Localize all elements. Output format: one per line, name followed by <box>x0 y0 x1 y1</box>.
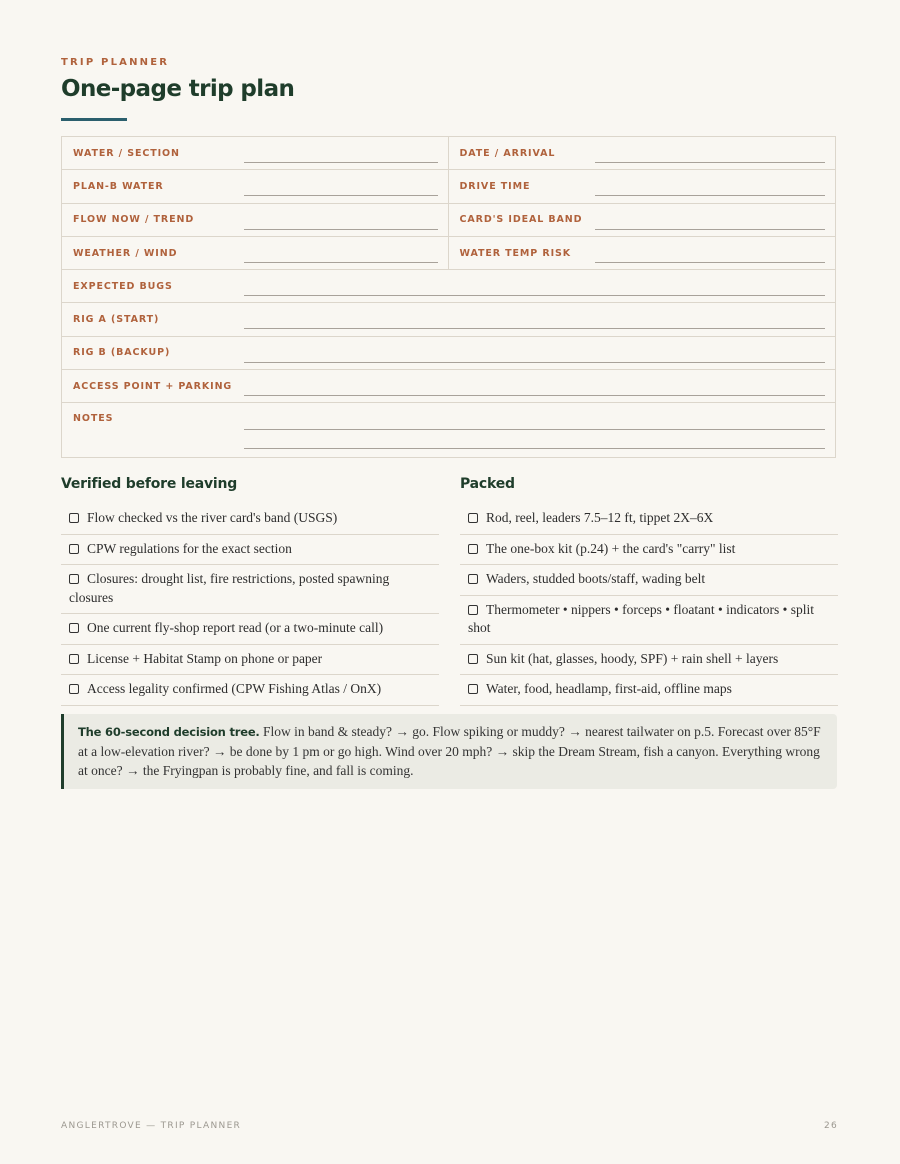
checklist-item-label: Closures: drought list, fire restrictions, posted spawning closures <box>69 571 390 605</box>
form-field-ideal-band[interactable] <box>449 204 836 236</box>
packed-checklist <box>460 504 838 706</box>
form-field-water-temp-risk[interactable] <box>449 237 836 269</box>
field-label: ACCESS POINT + PARKING <box>73 380 233 392</box>
footer-publication: ANGLERTROVE — TRIP PLANNER <box>61 1121 242 1131</box>
checklist-item <box>460 596 838 645</box>
verified-checklist <box>61 504 439 706</box>
form-field-plan-b-water[interactable] <box>62 170 449 202</box>
form-row <box>62 204 835 237</box>
fill-in-line[interactable] <box>244 229 438 230</box>
checkbox[interactable] <box>69 684 79 694</box>
form-row <box>62 337 835 370</box>
checkbox[interactable] <box>468 605 478 615</box>
form-row <box>62 170 835 203</box>
fill-in-line[interactable] <box>244 448 825 449</box>
form-field-weather-wind[interactable] <box>62 237 449 269</box>
fill-in-line[interactable] <box>244 162 438 163</box>
fill-in-line[interactable] <box>595 262 826 263</box>
fill-in-line[interactable] <box>244 362 825 363</box>
checkbox[interactable] <box>468 544 478 554</box>
checklist-item-label: Thermometer • nippers • forceps • floatant • indicators • split shot <box>468 601 815 635</box>
form-row-notes <box>62 403 835 457</box>
form-field-access-parking[interactable] <box>62 370 835 402</box>
field-label: RIG B (BACKUP) <box>73 347 171 359</box>
field-label: WATER TEMP RISK <box>459 247 572 259</box>
decision-tree-callout <box>61 714 837 789</box>
form-row <box>62 137 835 170</box>
checkbox[interactable] <box>69 654 79 664</box>
checkbox[interactable] <box>69 513 79 523</box>
checklist-item <box>460 675 838 706</box>
fill-in-line[interactable] <box>595 195 826 196</box>
form-field-water-section[interactable] <box>62 137 449 169</box>
checklist-item-label: Waders, studded boots/staff, wading belt <box>486 571 706 586</box>
fill-in-line[interactable] <box>595 229 826 230</box>
fill-in-line[interactable] <box>244 195 438 196</box>
field-label: FLOW NOW / TREND <box>73 214 195 226</box>
checklist-item-label: Water, food, headlamp, first-aid, offline maps <box>486 681 732 696</box>
field-label: PLAN-B WATER <box>73 180 164 192</box>
fill-in-line[interactable] <box>244 295 825 296</box>
field-label: DRIVE TIME <box>459 180 531 192</box>
field-label: WEATHER / WIND <box>73 247 178 259</box>
form-field-flow-now[interactable] <box>62 204 449 236</box>
title-underline <box>61 118 127 121</box>
field-label: EXPECTED BUGS <box>73 280 173 292</box>
form-field-expected-bugs[interactable] <box>62 270 835 302</box>
page-title: One-page trip plan <box>61 76 295 102</box>
field-label: WATER / SECTION <box>73 147 180 159</box>
fill-in-line[interactable] <box>244 262 438 263</box>
page-number: 26 <box>823 1121 838 1131</box>
checkbox[interactable] <box>468 684 478 694</box>
verified-heading: Verified before leaving <box>61 476 238 492</box>
field-label: CARD'S IDEAL BAND <box>459 214 583 226</box>
callout-lead: The 60-second decision tree. <box>78 725 260 739</box>
form-row <box>62 270 835 303</box>
packed-checklist-section <box>460 474 838 706</box>
field-label: RIG A (START) <box>73 314 160 326</box>
form-field-rig-a[interactable] <box>62 303 835 335</box>
fill-in-line[interactable] <box>244 395 825 396</box>
fill-in-line[interactable] <box>244 429 825 430</box>
field-label: DATE / ARRIVAL <box>459 147 556 159</box>
checklist-item <box>61 675 439 706</box>
fill-in-line[interactable] <box>595 162 826 163</box>
checklist-item <box>61 645 439 676</box>
checklist-item <box>61 614 439 645</box>
trip-form <box>61 136 836 458</box>
checkbox[interactable] <box>468 574 478 584</box>
checklist-item <box>460 535 838 566</box>
checklist-item <box>460 565 838 596</box>
checkbox[interactable] <box>468 513 478 523</box>
checkbox[interactable] <box>69 623 79 633</box>
field-label: NOTES <box>73 413 114 425</box>
fill-in-line[interactable] <box>244 328 825 329</box>
checklist-item <box>61 535 439 566</box>
checklist-item <box>460 504 838 535</box>
callout-body: Flow in band & steady? → go. Flow spiking or muddy? → nearest tailwater on p.5. Forecast over 85°F at a low-elevation river? → be done by 1 pm or go high. Wind over 20 mph? → skip the Dream Stream, fish a canyon. Everything wrong at once? → the Fryingpan is probably fine, and fall is coming. <box>78 724 821 778</box>
checkbox[interactable] <box>69 544 79 554</box>
checklist-item <box>460 645 838 676</box>
checklist-item <box>61 504 439 535</box>
form-field-date-arrival[interactable] <box>449 137 836 169</box>
form-row <box>62 303 835 336</box>
form-row <box>62 370 835 403</box>
checklist-item-label: The one-box kit (p.24) + the card's "carry" list <box>486 540 736 556</box>
checkbox[interactable] <box>69 574 79 584</box>
checklist-item-label: Flow checked vs the river card's band (USGS) <box>87 510 338 525</box>
checkbox[interactable] <box>468 654 478 664</box>
packed-heading: Packed <box>460 476 515 492</box>
page-eyebrow: TRIP PLANNER <box>61 57 170 68</box>
checklist-item-label: One current fly-shop report read (or a two-minute call) <box>87 620 384 635</box>
checklist-item-label: CPW regulations for the exact section <box>87 540 292 556</box>
form-field-notes[interactable] <box>62 403 835 457</box>
form-field-drive-time[interactable] <box>449 170 836 202</box>
checklist-item-label: Access legality confirmed (CPW Fishing Atlas / OnX) <box>87 681 382 696</box>
checklist-item-label: Sun kit (hat, glasses, hoody, SPF) + rain shell + layers <box>486 650 779 666</box>
verified-checklist-section <box>61 474 439 706</box>
form-row <box>62 237 835 270</box>
checklist-item <box>61 565 439 614</box>
checklist-item-label: License + Habitat Stamp on phone or paper <box>87 650 323 666</box>
checklist-item-label: Rod, reel, leaders 7.5–12 ft, tippet 2X–6X <box>486 510 714 525</box>
form-field-rig-b[interactable] <box>62 337 835 369</box>
